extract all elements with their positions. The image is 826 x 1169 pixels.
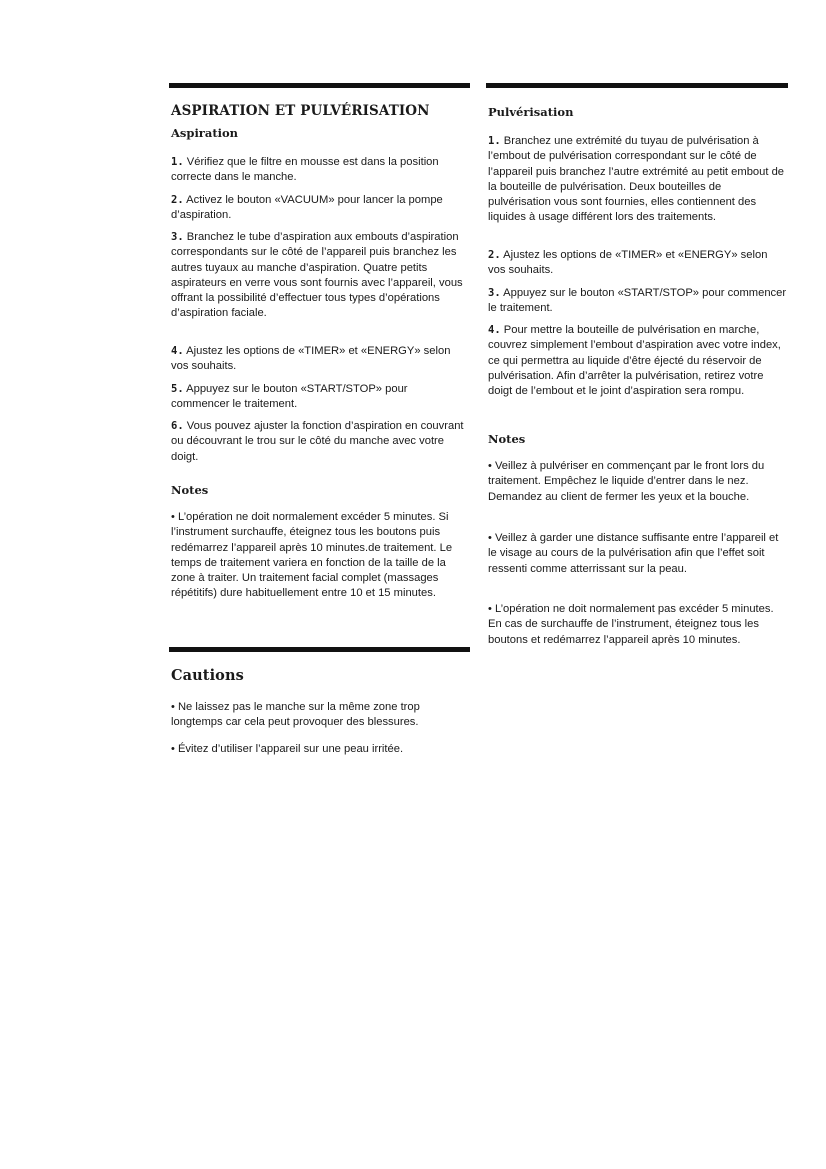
bullet: • — [171, 511, 175, 523]
aspiration-step-5 — [171, 382, 469, 413]
bullet: • — [171, 743, 175, 755]
step-text: Appuyez sur le bouton «START/STOP» pour commencer le traitement. — [171, 383, 408, 411]
aspiration-step-3 — [171, 230, 469, 322]
bullet: • — [488, 532, 492, 544]
left-column-top-rule — [169, 83, 470, 88]
step-text: Ajustez les options de «TIMER» et «ENERGY» selon vos souhaits. — [171, 345, 451, 373]
step-text: Vérifiez que le filtre en mousse est dans la position correcte dans le manche. — [171, 156, 439, 184]
pulverisation-note-2 — [488, 531, 787, 577]
bullet: • — [488, 603, 492, 615]
pulverisation-step-2 — [488, 248, 787, 279]
bullet: • — [171, 701, 175, 713]
aspiration-step-6 — [171, 419, 469, 465]
step-number: 2. — [488, 249, 501, 261]
pulverisation-note-3 — [488, 602, 787, 648]
step-number: 4. — [171, 345, 184, 357]
step-number: 5. — [171, 383, 184, 395]
step-number: 1. — [488, 135, 501, 147]
step-text: Pour mettre la bouteille de pulvérisation en marche, couvrez simplement l’embout d’aspiration avec votre index, ce qui permettra au liquide d’être éjecté du réservoir de pulvérisation. Afin d’arrêter la pulvérisation, retirez votre doigt de l’embout et le joint d’aspiration sera rompu. — [488, 324, 781, 398]
subsection-title-pulverisation: Pulvérisation — [488, 105, 574, 119]
step-number: 1. — [171, 156, 184, 168]
step-number: 3. — [171, 231, 184, 243]
pulverisation-step-3 — [488, 286, 787, 317]
step-number: 6. — [171, 420, 184, 432]
aspiration-step-1 — [171, 155, 469, 186]
step-text: Ajustez les options de «TIMER» et «ENERGY» selon vos souhaits. — [488, 249, 768, 277]
step-text: Appuyez sur le bouton «START/STOP» pour commencer le traitement. — [488, 287, 787, 315]
caution-text: Évitez d’utiliser l’appareil sur une peau irritée. — [174, 743, 404, 755]
bullet: • — [488, 460, 492, 472]
pulverisation-note-1 — [488, 459, 787, 505]
step-text: Branchez une extrémité du tuyau de pulvérisation à l’embout de pulvérisation correspondant sur le côté de l’appareil puis branchez l’autre extrémité au petit embout de la bouteille de pulvérisation. Deux bouteilles de pulvérisation vous sont fournies, elles contiennent des liquides à usage différent lors des traitements. — [488, 135, 785, 224]
step-number: 2. — [171, 194, 184, 206]
caution-item-2 — [171, 742, 469, 757]
note-text: L’opération ne doit normalement pas excéder 5 minutes. En cas de surchauffe de l’instrument, éteignez tous les boutons et redémarrez l’appareil après 10 minutes. — [488, 603, 774, 646]
section-title-aspiration-pulverisation: ASPIRATION ET PULVÉRISATION — [171, 103, 430, 119]
step-number: 3. — [488, 287, 501, 299]
note-text: Veillez à pulvériser en commençant par le front lors du traitement. Empêchez le liquide d’entrer dans le nez. Demandez au client de fermer les yeux et la bouche. — [488, 460, 765, 503]
aspiration-notes-title: Notes — [171, 483, 209, 497]
aspiration-step-4 — [171, 344, 469, 375]
step-number: 4. — [488, 324, 501, 336]
note-text: L’opération ne doit normalement excéder 5 minutes. Si l’instrument surchauffe, éteignez tous les boutons puis redémarrez l’appareil après 10 minutes.de traitement. Le temps de traitement variera en fonction de la taille de la zone à traiter. Un traitement facial complet (massages répétitifs) dure habituellement entre 10 et 15 minutes. — [171, 511, 453, 600]
pulverisation-notes-title: Notes — [488, 432, 526, 446]
pulverisation-step-4 — [488, 323, 787, 399]
step-text: Branchez le tube d’aspiration aux embouts d’aspiration correspondants sur le côté de l’appareil puis branchez les autres tuyaux au manche d’aspiration. Quatre petits aspirateurs en verre vous sont fournis avec l’appareil, vous offrant la possibilité d’effectuer tous types d’opérations d’aspiration faciale. — [171, 231, 463, 320]
step-text: Vous pouvez ajuster la fonction d’aspiration en couvrant ou découvrant le trou sur le côté du manche avec votre doigt. — [171, 420, 464, 463]
subsection-title-aspiration: Aspiration — [171, 126, 239, 140]
right-column-top-rule — [486, 83, 788, 88]
section-title-cautions: Cautions — [171, 667, 244, 684]
caution-item-1 — [171, 700, 469, 731]
aspiration-note-1 — [171, 510, 469, 602]
caution-text: Ne laissez pas le manche sur la même zone trop longtemps car cela peut provoquer des blessures. — [171, 701, 420, 729]
cautions-top-rule — [169, 647, 470, 652]
pulverisation-step-1 — [488, 134, 787, 226]
aspiration-step-2 — [171, 193, 469, 224]
step-text: Activez le bouton «VACUUM» pour lancer la pompe d’aspiration. — [171, 194, 443, 222]
note-text: Veillez à garder une distance suffisante entre l’appareil et le visage au cours de la pulvérisation afin que l’effet soit ressenti comme atterrissant sur la peau. — [488, 532, 779, 575]
